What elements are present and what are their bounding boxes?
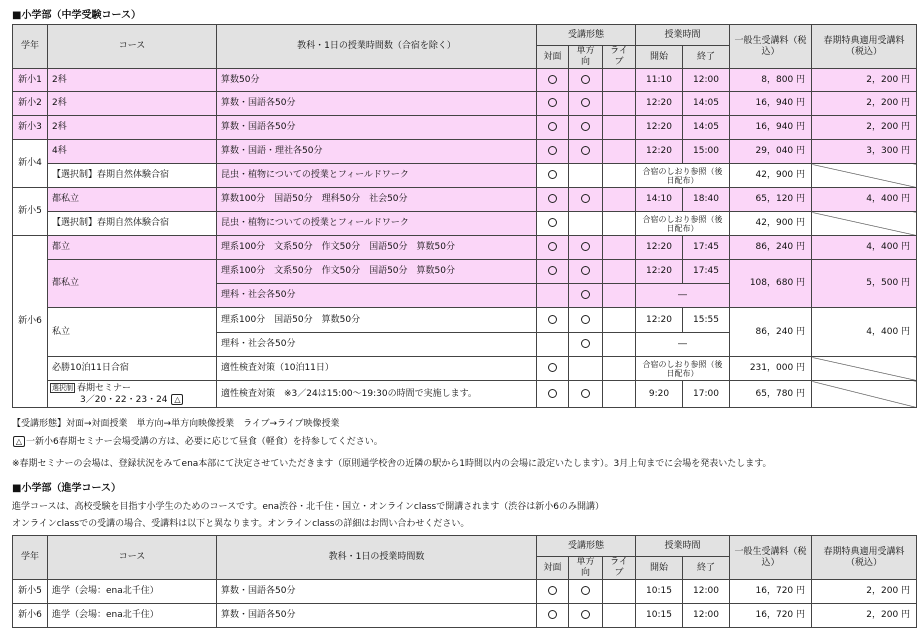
subjects-cell: 理系100分 文系50分 作文50分 国語50分 算数50分 — [217, 236, 537, 260]
available-mark — [581, 194, 590, 203]
optional-tag: 選択制 — [52, 384, 73, 393]
table-row — [13, 260, 917, 284]
time-dash: ― — [636, 284, 730, 308]
available-mark — [581, 290, 590, 299]
header-time: 授業時間 — [636, 536, 730, 557]
seminar-dates: 3／20・22・23・24 — [80, 394, 168, 405]
available-mark — [581, 389, 590, 398]
table-row — [13, 188, 917, 212]
available-mark — [548, 363, 557, 372]
grade-cell: 新小3 — [13, 116, 48, 140]
header-subjects: 教科・1日の授業時間数（合宿を除く） — [217, 25, 537, 69]
subjects-cell: 適性検査対策 ※3／24は15:00～19:30の時間で実施します。 — [217, 381, 537, 408]
start-time: 12:20 — [636, 92, 683, 116]
time-note: 合宿のしおり参照（後日配布） — [636, 357, 730, 381]
subjects-cell: 昆虫・植物についての授業とフィールドワーク — [217, 212, 537, 236]
end-time: 12:00 — [683, 69, 730, 92]
course-cell: 私立 — [48, 308, 217, 357]
note-form: 【受講形態】対面→対面授業 単方向→単方向映像授業 ライブ→ライブ映像授業 — [12, 419, 340, 429]
course-table-advance — [12, 535, 917, 628]
header-grade: 学年 — [13, 536, 48, 580]
available-mark — [548, 194, 557, 203]
header-form: 受講形態 — [537, 536, 636, 557]
end-time: 14:05 — [683, 92, 730, 116]
subjects-cell: 昆虫・植物についての授業とフィールドワーク — [217, 164, 537, 188]
fee-cell: 231，000 円 — [730, 357, 812, 381]
header-end: 終了 — [683, 46, 730, 69]
subjects-cell: 理科・社会各50分 — [217, 333, 537, 357]
na-cell — [812, 381, 917, 408]
fee-cell: 16，940 円 — [730, 116, 812, 140]
course-cell: 2科 — [48, 116, 217, 140]
course-cell: 2科 — [48, 92, 217, 116]
table-row — [13, 381, 917, 408]
subjects-cell: 理科・社会各50分 — [217, 284, 537, 308]
start-time: 9:20 — [636, 381, 683, 408]
fee-cell: 65，780 円 — [730, 381, 812, 408]
end-time: 18:40 — [683, 188, 730, 212]
end-time: 17:00 — [683, 381, 730, 408]
course-cell: 【選択制】春期自然体験合宿 — [48, 164, 217, 188]
grade-cell: 新小5 — [13, 580, 48, 604]
course-cell: 進学（会場：ena北千住） — [48, 580, 217, 604]
fee-cell: 108，680 円 — [730, 260, 812, 308]
available-mark — [548, 122, 557, 131]
start-time: 12:20 — [636, 260, 683, 284]
special-fee-cell: 4，400 円 — [812, 188, 917, 212]
subjects-cell: 算数・国語・理社各50分 — [217, 140, 537, 164]
course-cell: 都立 — [48, 236, 217, 260]
fee-cell: 16，940 円 — [730, 92, 812, 116]
special-fee-cell: 2，200 円 — [812, 580, 917, 604]
course-cell: 都私立 — [48, 260, 217, 308]
header-time: 授業時間 — [636, 25, 730, 46]
subjects-cell: 算数50分 — [217, 69, 537, 92]
time-dash: ― — [636, 333, 730, 357]
course-cell — [48, 381, 217, 408]
start-time: 12:20 — [636, 116, 683, 140]
course-table-exam — [12, 24, 917, 408]
available-mark — [548, 218, 557, 227]
start-time: 14:10 — [636, 188, 683, 212]
available-mark — [548, 266, 557, 275]
na-cell — [812, 164, 917, 188]
table-row — [13, 604, 917, 628]
available-mark — [548, 315, 557, 324]
header-fee: 一般生受講料（税込） — [730, 536, 812, 580]
special-fee-cell: 2，200 円 — [812, 604, 917, 628]
course-cell: 必勝10泊11日合宿 — [48, 357, 217, 381]
table-row — [13, 580, 917, 604]
header-course: コース — [48, 536, 217, 580]
available-mark — [548, 389, 557, 398]
table-row — [13, 357, 917, 381]
header-start: 開始 — [636, 557, 683, 580]
fee-cell: 65，120 円 — [730, 188, 812, 212]
special-fee-cell: 2，200 円 — [812, 92, 917, 116]
fee-cell: 86，240 円 — [730, 308, 812, 357]
grade-cell: 新小6 — [13, 236, 48, 408]
grade-cell: 新小4 — [13, 140, 48, 188]
section1-title: ■小学部（中学受験コース） — [12, 10, 141, 21]
available-mark — [581, 586, 590, 595]
header-subjects: 教科・1日の授業時間数 — [217, 536, 537, 580]
seminar-name: 春期セミナー — [77, 383, 132, 394]
fee-cell: 42，900 円 — [730, 164, 812, 188]
header-course: コース — [48, 25, 217, 69]
available-mark — [581, 75, 590, 84]
available-mark — [581, 98, 590, 107]
available-mark — [548, 610, 557, 619]
available-mark — [548, 98, 557, 107]
header-form-oneway: 単方向 — [569, 46, 603, 69]
table-row — [13, 92, 917, 116]
available-mark — [581, 266, 590, 275]
fee-cell: 29，040 円 — [730, 140, 812, 164]
end-time: 17:45 — [683, 236, 730, 260]
fee-cell: 16，720 円 — [730, 580, 812, 604]
grade-cell: 新小5 — [13, 188, 48, 236]
header-form-oneway: 単方向 — [569, 557, 603, 580]
table-row — [13, 69, 917, 92]
header-grade: 学年 — [13, 25, 48, 69]
time-note: 合宿のしおり参照（後日配布） — [636, 164, 730, 188]
end-time: 12:00 — [683, 604, 730, 628]
special-fee-cell: 2，200 円 — [812, 116, 917, 140]
table-row — [13, 164, 917, 188]
fee-cell: 8，800 円 — [730, 69, 812, 92]
available-mark — [581, 146, 590, 155]
note-lunch: △ 一新小6春期セミナー会場受講の方は、必要に応じて昼食（軽食）を持参してください。 — [12, 434, 383, 447]
available-mark — [581, 339, 590, 348]
table-row — [13, 116, 917, 140]
start-time: 12:20 — [636, 140, 683, 164]
header-special-fee: 春期特典適用受講料（税込） — [812, 536, 917, 580]
fee-cell: 86，240 円 — [730, 236, 812, 260]
time-note: 合宿のしおり参照（後日配布） — [636, 212, 730, 236]
header-form-live: ライブ — [603, 46, 636, 69]
subjects-cell: 算数・国語各50分 — [217, 580, 537, 604]
special-fee-cell: 4，400 円 — [812, 308, 917, 357]
end-time: 14:05 — [683, 116, 730, 140]
fee-cell: 42，900 円 — [730, 212, 812, 236]
subjects-cell: 算数100分 国語50分 理科50分 社会50分 — [217, 188, 537, 212]
available-mark — [581, 122, 590, 131]
lunch-mark-icon: △ — [171, 394, 183, 405]
header-form-inperson: 対面 — [537, 557, 569, 580]
lunch-mark-icon: △ — [13, 436, 25, 447]
special-fee-cell: 4，400 円 — [812, 236, 917, 260]
header-special-fee: 春期特典適用受講料（税込） — [812, 25, 917, 69]
course-cell: 都私立 — [48, 188, 217, 212]
end-time: 12:00 — [683, 580, 730, 604]
available-mark — [548, 586, 557, 595]
available-mark — [548, 75, 557, 84]
table-row — [13, 140, 917, 164]
course-cell: 4科 — [48, 140, 217, 164]
available-mark — [548, 170, 557, 179]
start-time: 10:15 — [636, 580, 683, 604]
table-row — [13, 308, 917, 333]
available-mark — [581, 242, 590, 251]
subjects-cell: 算数・国語各50分 — [217, 116, 537, 140]
available-mark — [581, 610, 590, 619]
note-venue: ※春期セミナーの会場は、登録状況をみてena本部にて決定させていただきます（原則通学校舎の近隣の駅から1時間以内の会場に設定いたします）。3月上旬までに会場を発表いたします。 — [12, 459, 772, 469]
subjects-cell: 適性検査対策（10泊11日） — [217, 357, 537, 381]
grade-cell: 新小2 — [13, 92, 48, 116]
header-form-live: ライブ — [603, 557, 636, 580]
course-cell: 進学（会場：ena北千住） — [48, 604, 217, 628]
na-cell — [812, 212, 917, 236]
start-time: 11:10 — [636, 69, 683, 92]
intro-line-2: オンラインclassでの受講の場合、受講料は以下と異なります。オンラインclassの詳細はお問い合わせください。 — [12, 519, 470, 529]
fee-cell: 16，720 円 — [730, 604, 812, 628]
subjects-cell: 理系100分 文系50分 作文50分 国語50分 算数50分 — [217, 260, 537, 284]
special-fee-cell: 3，300 円 — [812, 140, 917, 164]
na-cell — [812, 357, 917, 381]
header-form-inperson: 対面 — [537, 46, 569, 69]
header-end: 終了 — [683, 557, 730, 580]
subjects-cell: 算数・国語各50分 — [217, 604, 537, 628]
end-time: 15:00 — [683, 140, 730, 164]
available-mark — [548, 146, 557, 155]
available-mark — [548, 242, 557, 251]
subjects-cell: 算数・国語各50分 — [217, 92, 537, 116]
special-fee-cell: 5，500 円 — [812, 260, 917, 308]
end-time: 17:45 — [683, 260, 730, 284]
course-cell: 【選択制】春期自然体験合宿 — [48, 212, 217, 236]
table-row — [13, 212, 917, 236]
header-fee: 一般生受講料（税込） — [730, 25, 812, 69]
subjects-cell: 理系100分 国語50分 算数50分 — [217, 308, 537, 333]
course-cell: 2科 — [48, 69, 217, 92]
section2-title: ■小学部（進学コース） — [12, 483, 121, 494]
available-mark — [581, 315, 590, 324]
grade-cell: 新小6 — [13, 604, 48, 628]
header-start: 開始 — [636, 46, 683, 69]
table-row — [13, 236, 917, 260]
start-time: 10:15 — [636, 604, 683, 628]
end-time: 15:55 — [683, 308, 730, 333]
start-time: 12:20 — [636, 308, 683, 333]
grade-cell: 新小1 — [13, 69, 48, 92]
special-fee-cell: 2，200 円 — [812, 69, 917, 92]
start-time: 12:20 — [636, 236, 683, 260]
header-form: 受講形態 — [537, 25, 636, 46]
intro-line-1: 進学コースは、高校受験を目指す小学生のためのコースです。ena渋谷・北千住・国立・オンラインclassで開講されます（渋谷は新小6のみ開講） — [12, 502, 604, 512]
